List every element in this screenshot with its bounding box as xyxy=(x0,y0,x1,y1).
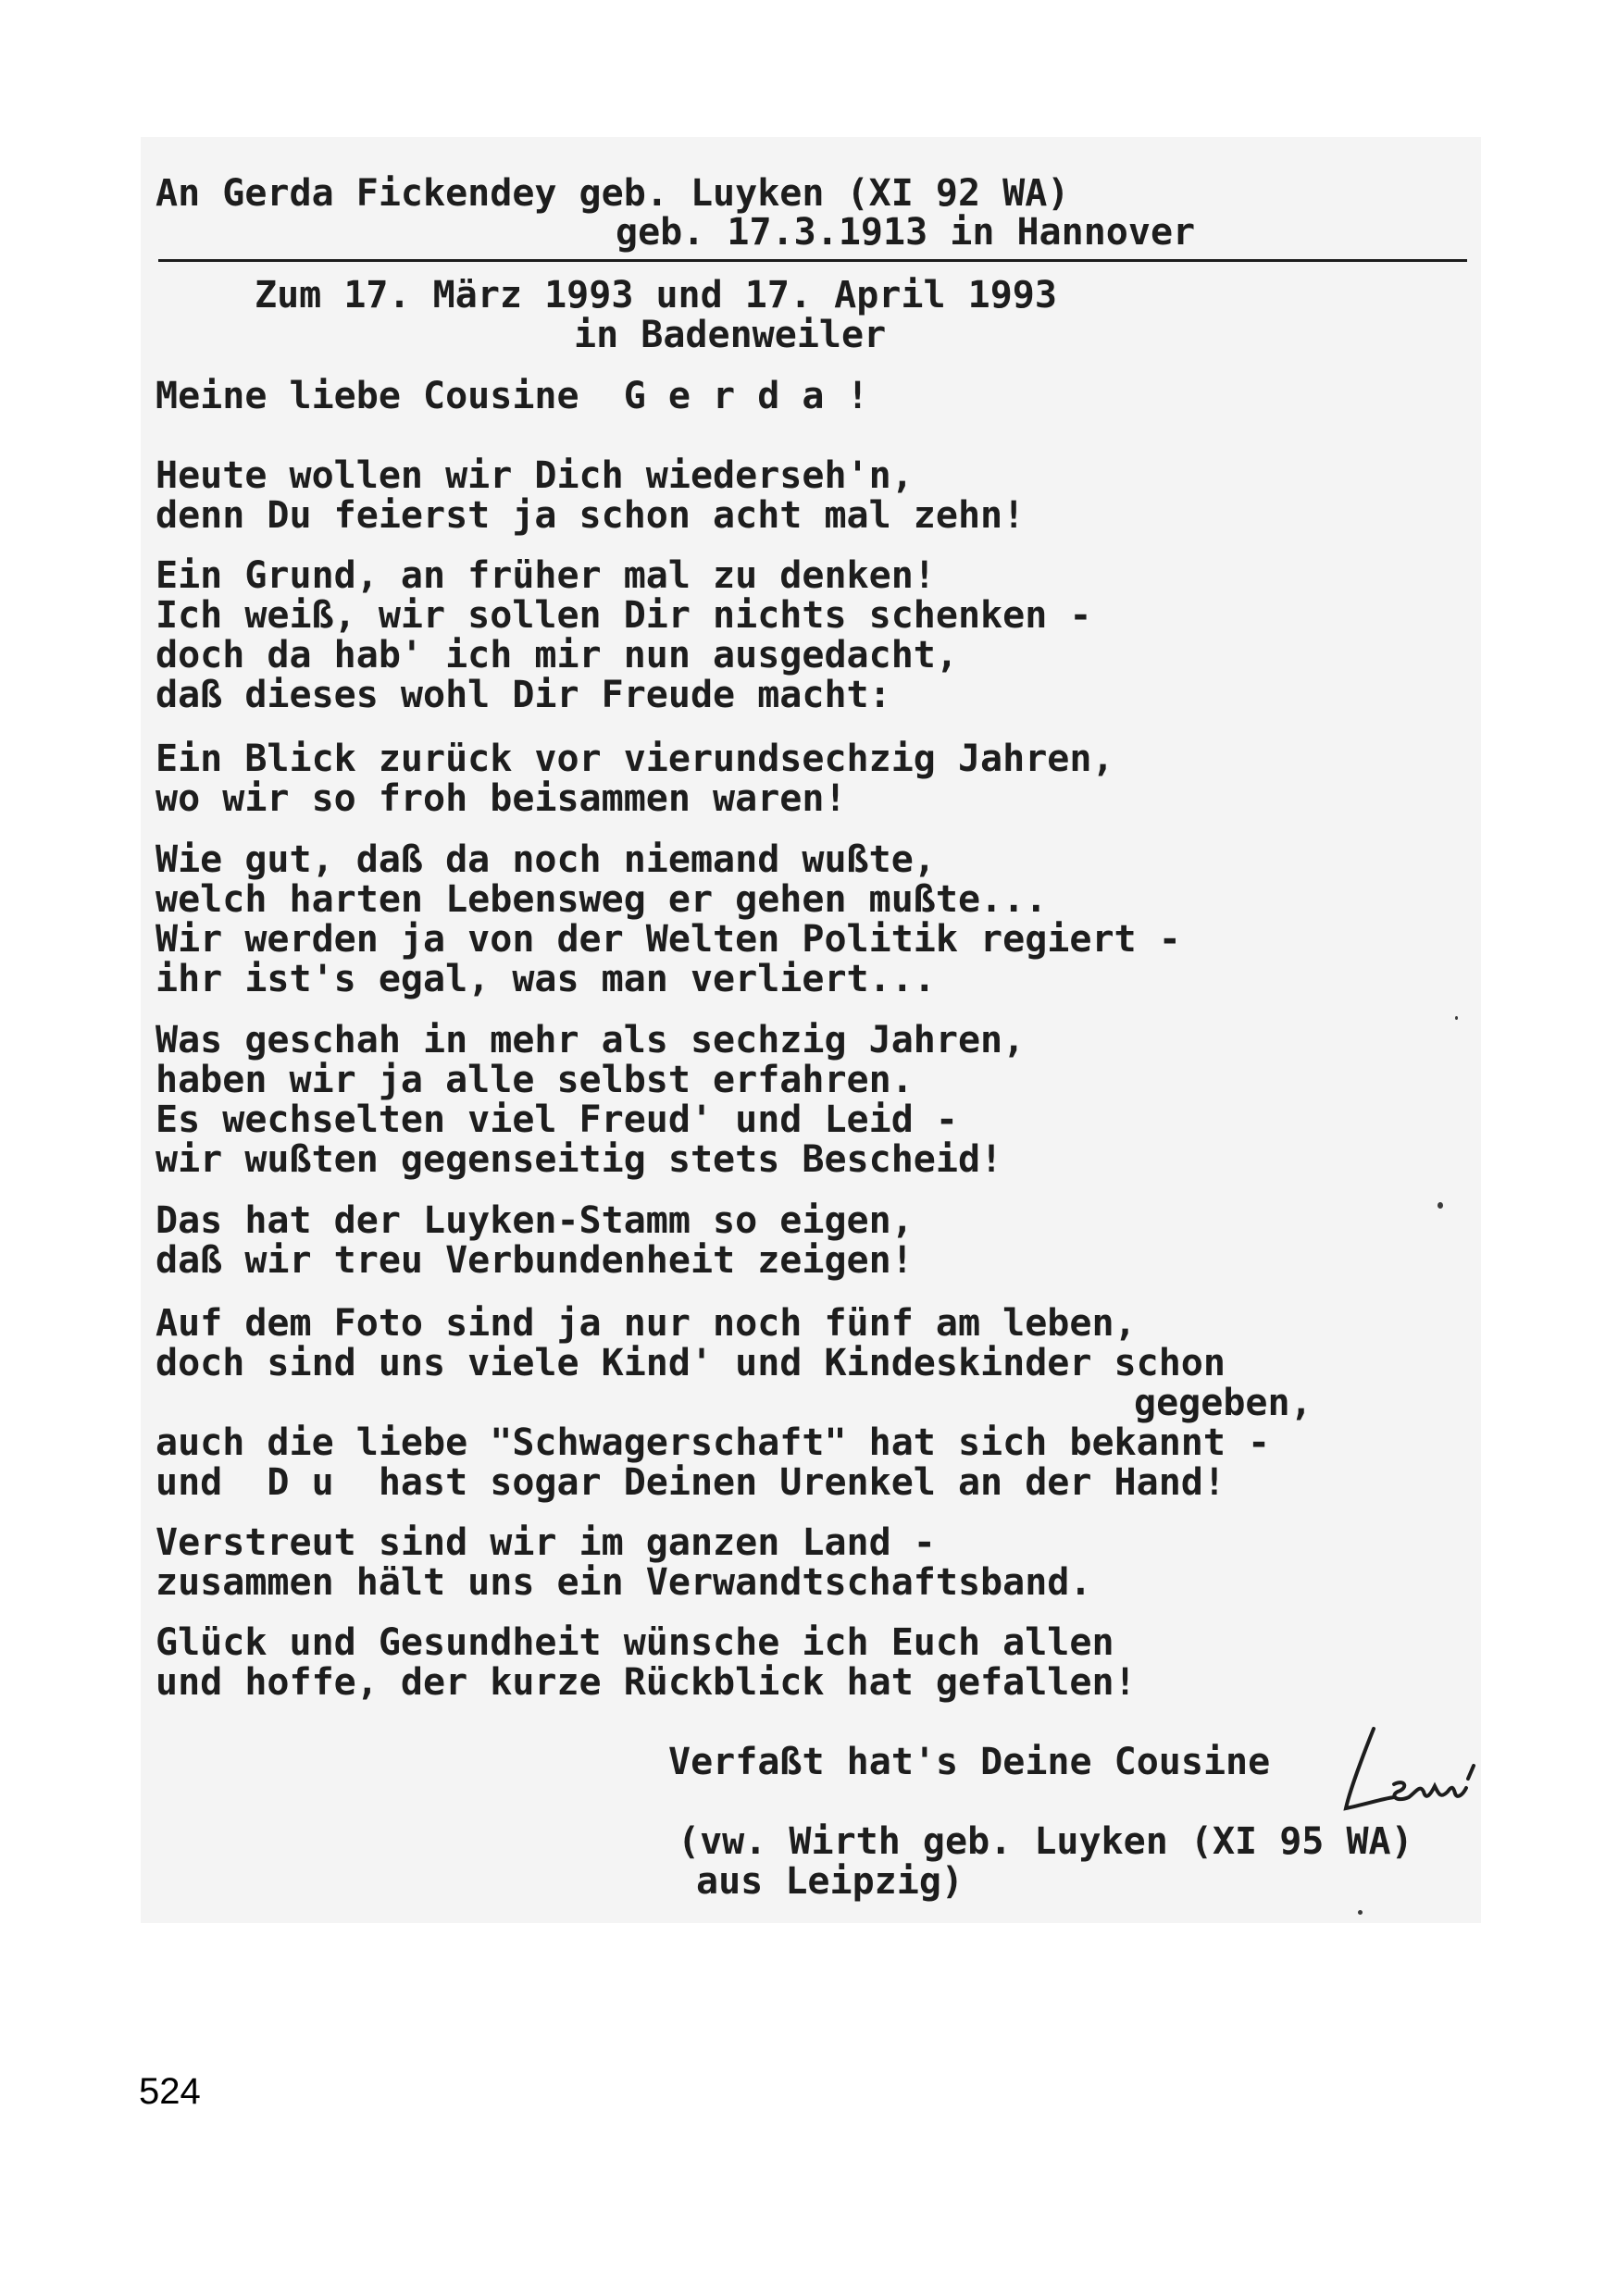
stanza-line: Glück und Gesundheit wünsche ich Euch allen xyxy=(156,1621,1114,1664)
stanza-line: wo wir so froh beisammen waren! xyxy=(156,777,847,820)
stanza-line: Wie gut, daß da noch niemand wußte, xyxy=(156,838,936,881)
stanza-line: denn Du feierst ja schon acht mal zehn! xyxy=(156,494,1026,537)
stanza-line: auch die liebe "Schwagerschaft" hat sich bekannt - xyxy=(156,1421,1271,1464)
header-addressee: An Gerda Fickendey geb. Luyken (XI 92 WA) xyxy=(156,172,1070,215)
stanza-line: doch da hab' ich mir nun ausgedacht, xyxy=(156,634,958,676)
stanza-line: Ich weiß, wir sollen Dir nichts schenken - xyxy=(156,594,1092,637)
stanza-line: haben wir ja alle selbst erfahren. xyxy=(156,1059,914,1101)
stanza-line: wir wußten gegenseitig stets Bescheid! xyxy=(156,1138,1003,1181)
handwritten-signature xyxy=(1337,1719,1485,1821)
stanza-line: Heute wollen wir Dich wiederseh'n, xyxy=(156,454,914,497)
occasion-dates: Zum 17. März 1993 und 17. April 1993 xyxy=(255,274,1057,316)
stanza-line: Es wechselten viel Freud' und Leid - xyxy=(156,1098,958,1141)
stanza-line: und D u hast sogar Deinen Urenkel an der Hand! xyxy=(156,1461,1226,1504)
stanza-line: Wir werden ja von der Welten Politik regiert - xyxy=(156,918,1181,961)
stanza-line: Verstreut sind wir im ganzen Land - xyxy=(156,1521,936,1564)
stanza-line: zusammen hält uns ein Verwandtschaftsband. xyxy=(156,1561,1092,1604)
stanza-line: daß wir treu Verbundenheit zeigen! xyxy=(156,1239,914,1282)
occasion-place: in Badenweiler xyxy=(574,314,887,356)
stanza-line: Auf dem Foto sind ja nur noch fünf am leben, xyxy=(156,1302,1137,1345)
stanza-line: daß dieses wohl Dir Freude macht: xyxy=(156,674,891,716)
closing-line: Verfaßt hat's Deine Cousine xyxy=(668,1741,1271,1783)
sender-city: aus Leipzig) xyxy=(696,1860,964,1903)
stanza-line: ihr ist's egal, was man verliert... xyxy=(156,958,936,1000)
sender-name: (vw. Wirth geb. Luyken (XI 95 WA) xyxy=(678,1820,1413,1863)
stanza-line: doch sind uns viele Kind' und Kindeskinder schon xyxy=(156,1342,1226,1384)
salutation: Meine liebe Cousine G e r d a ! xyxy=(156,375,869,417)
stanza-line: gegeben, xyxy=(1134,1382,1313,1424)
page-number: 524 xyxy=(139,2071,201,2112)
stanza-line: Was geschah in mehr als sechzig Jahren, xyxy=(156,1019,1026,1061)
stanza-line: Ein Grund, an früher mal zu denken! xyxy=(156,554,936,597)
stanza-line: Ein Blick zurück vor vierundsechzig Jahren, xyxy=(156,738,1114,780)
header-birth-line: geb. 17.3.1913 in Hannover xyxy=(616,211,1196,254)
stanza-line: und hoffe, der kurze Rückblick hat gefallen! xyxy=(156,1661,1137,1704)
stanza-line: welch harten Lebensweg er gehen mußte... xyxy=(156,878,1048,921)
stanza-line: Das hat der Luyken-Stamm so eigen, xyxy=(156,1199,914,1242)
header-rule xyxy=(158,259,1467,262)
